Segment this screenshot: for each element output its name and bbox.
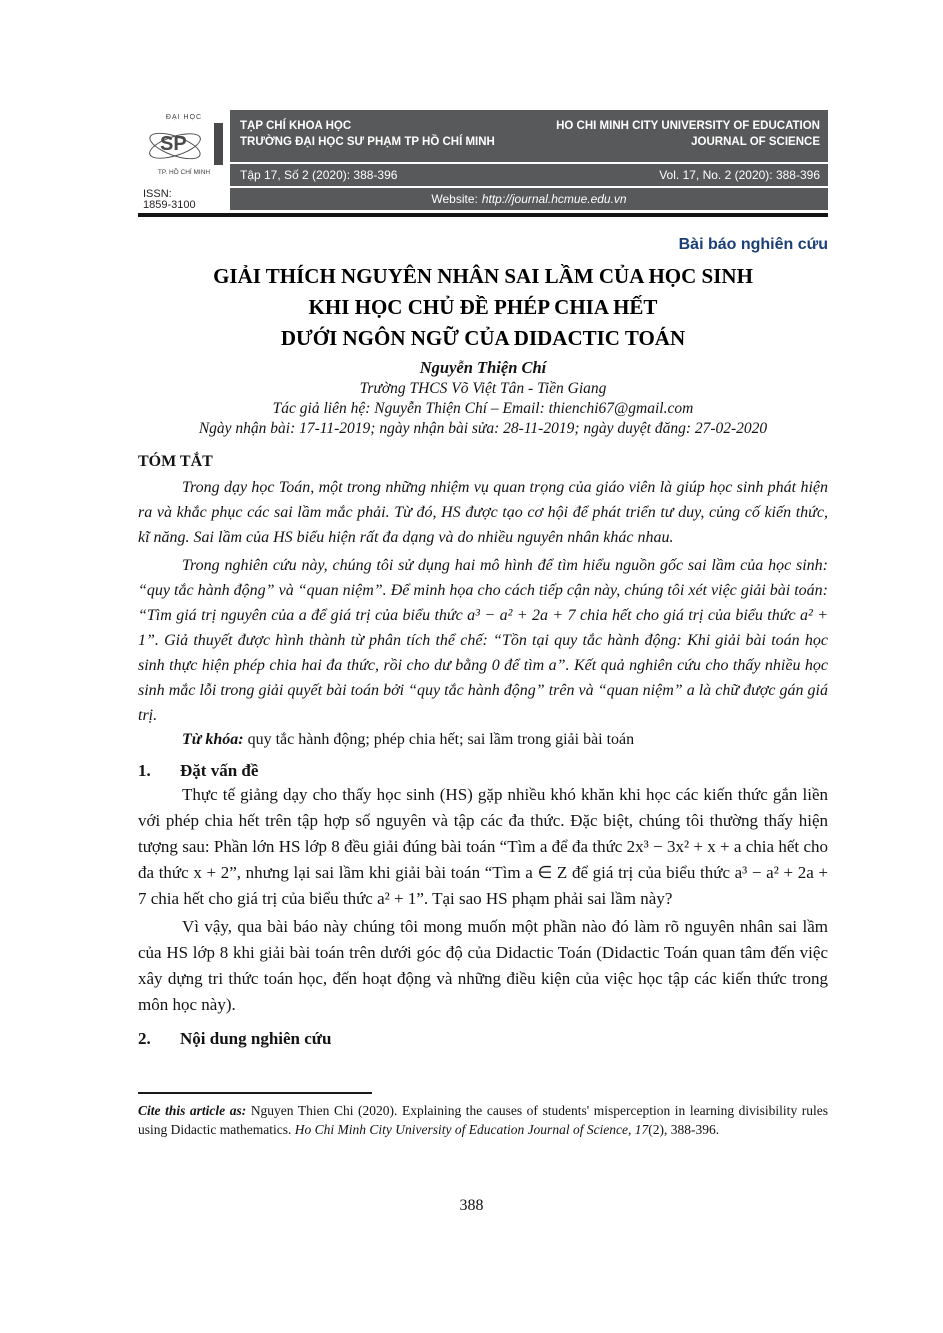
article-content: [138, 235, 828, 1050]
cite-body: Nguyen Thien Chi (2020). Explaining the causes of students' misperception in learning divisibility rules using Didactic mathematics.: [138, 1103, 829, 1137]
logo-sp-text: SP: [160, 133, 187, 155]
logo-bottom-text: TP. HỒ CHÍ MINH: [157, 169, 211, 176]
volume-info-vietnamese: Tập 17, Số 2 (2020): 388-396: [240, 168, 398, 182]
masthead-volume-row: [230, 164, 828, 186]
section-1-paragraph-2: Vì vậy, qua bài báo này chúng tôi mong muốn một phần nào đó làm rõ nguyên nhân sai lầm của HS lớp 8 khi giải bài toán trên dưới góc độ của Didactic Toán (Didactic Toán quan tâm đến việc xây dựng tri thức toán học, đến hoạt động và những điều kiện của việc học tập các kiến thức trong môn học này).: [138, 917, 828, 1014]
keywords-line: [138, 729, 828, 750]
title-line2: KHI HỌC CHỦ ĐỀ PHÉP CHIA HẾT: [308, 295, 658, 319]
issn-value: 1859-3100: [143, 199, 196, 211]
article-title: [138, 261, 828, 354]
journal-title-en-line1: HO CHI MINH CITY UNIVERSITY OF EDUCATION: [556, 120, 820, 132]
volume-info-english: Vol. 17, No. 2 (2020): 388-396: [659, 168, 820, 182]
correspondence-prefix: Tác giả liên hệ: Nguyễn Thiện Chí – Email:: [272, 400, 549, 417]
journal-title-vietnamese: [240, 118, 495, 162]
cite-journal-name: Ho Chi Minh City University of Education Journal of Science,: [294, 1122, 632, 1137]
author-affiliation: Trường THCS Võ Việt Tân - Tiền Giang: [359, 380, 607, 397]
title-line3: DƯỚI NGÔN NGỮ CỦA DIDACTIC TOÁN: [280, 326, 686, 350]
masthead-right-column: [230, 110, 828, 211]
journal-title-en-line2: JOURNAL OF SCIENCE: [691, 136, 820, 148]
issn-label: ISSN:: [143, 188, 172, 200]
website-link[interactable]: http://journal.hcmue.edu.vn: [481, 192, 627, 206]
section-2-heading: [138, 1028, 828, 1050]
title-line1: GIẢI THÍCH NGUYÊN NHÂN SAI LẦM CỦA HỌC SINH: [213, 264, 753, 288]
logo-top-text: ĐẠI HỌC: [165, 114, 203, 121]
author-email-link[interactable]: thienchi67@gmail.com: [548, 400, 694, 417]
journal-title-english: [556, 118, 820, 162]
section-1-title: Đặt vấn đề: [180, 761, 259, 780]
keywords-label: Từ khóa:: [182, 731, 244, 748]
flag-icon: [214, 123, 223, 165]
cite-volume: 17: [634, 1122, 649, 1137]
section-1-paragraph-1: Thực tế giảng dạy cho thấy học sinh (HS) gặp nhiều khó khăn khi học các kiến thức gắn liền với phép chia hết trên tập hợp số nguyên và tập các đa thức. Đặc biệt, chúng tôi thường thấy hiện tượng sau: Phần lớn HS lớp 8 đều giải đúng bài toán “Tìm a để đa thức 2x³ − 3x² + x + a chia hết cho đa thức x + 2”, nhưng lại sai lầm khi giải bài toán “Tìm a ∈ Z để giá trị của biểu thức a³ − a² + 2a + 7 chia hết cho giá trị của biểu thức a² + 1”. Tại sao HS phạm phải sai lầm này?: [138, 785, 828, 908]
cite-pages: (2), 388-396.: [648, 1122, 720, 1137]
hcmue-logo: [138, 110, 230, 188]
abstract-paragraph-2: Trong nghiên cứu này, chúng tôi sử dụng hai mô hình để tìm hiểu nguồn gốc sai lầm của học sinh: “quy tắc hành động” và “quan niệm”. Để minh họa cho cách tiếp cận này, chúng tôi xét việc giải bài toán: “Tìm giá trị nguyên của a để giá trị của biểu thức a³ − a² + 2a + 7 chia hết cho giá trị của biểu thức a² + 1”. Giả thuyết được hình thành từ phân tích thể chế: “Tồn tại quy tắc hành động: Khi giải bài toán học sinh thực hiện phép chia hai đa thức, rồi cho dư bằng 0 để tìm a”. Kết quả nghiên cứu cho thấy nhiều học sinh mắc lỗi trong giải quyết bài toán bởi “quy tắc hành động” trên và “quan niệm” a là chữ được gán giá trị.: [138, 557, 828, 724]
masthead-title-row: [230, 110, 828, 162]
article-type-label: Bài báo nghiên cứu: [678, 236, 828, 253]
abstract-paragraph-1: Trong dạy học Toán, một trong những nhiệm vụ quan trọng của giáo viên là giúp học sinh phát hiện ra và khắc phục các sai lầm mắc phải. Từ đó, HS được tạo cơ hội để phát triển tư duy, củng cố kiến thức, kĩ năng. Sai lầm của HS biểu hiện rất đa dạng và do nhiều nguyên nhân khác nhau.: [138, 479, 828, 546]
footnote-divider: [138, 1092, 372, 1094]
author-name: Nguyễn Thiện Chí: [419, 358, 547, 377]
journal-title-vn-line1: TẠP CHÍ KHOA HỌC: [240, 120, 352, 132]
section-2-number: 2.: [138, 1029, 151, 1048]
cite-label: Cite this article as:: [138, 1103, 247, 1118]
abstract-heading: TÓM TẮT: [138, 453, 213, 470]
masthead-left-column: [138, 110, 230, 211]
masthead-website-row: [230, 188, 828, 210]
citation-footnote: [138, 1092, 828, 1139]
journal-title-vn-line2: TRƯỜNG ĐẠI HỌC SƯ PHẠM TP HỒ CHÍ MINH: [240, 136, 495, 148]
article-dates: Ngày nhận bài: 17-11-2019; ngày nhận bài sửa: 28-11-2019; ngày duyệt đăng: 27-02-2020: [198, 420, 768, 437]
issn-block: [138, 188, 230, 211]
page-number: 388: [459, 1197, 484, 1214]
section-2-title: Nội dung nghiên cứu: [180, 1029, 332, 1048]
logo-emblem: [138, 121, 230, 169]
section-1-heading: [138, 760, 828, 782]
citation-text: [138, 1101, 828, 1139]
keywords-text: quy tắc hành động; phép chia hết; sai lầm trong giải bài toán: [247, 731, 635, 748]
masthead-divider: [138, 213, 828, 217]
journal-masthead: [138, 110, 828, 211]
correspondence-line: [138, 399, 828, 418]
section-1-number: 1.: [138, 761, 151, 780]
website-label: Website:: [431, 192, 478, 206]
